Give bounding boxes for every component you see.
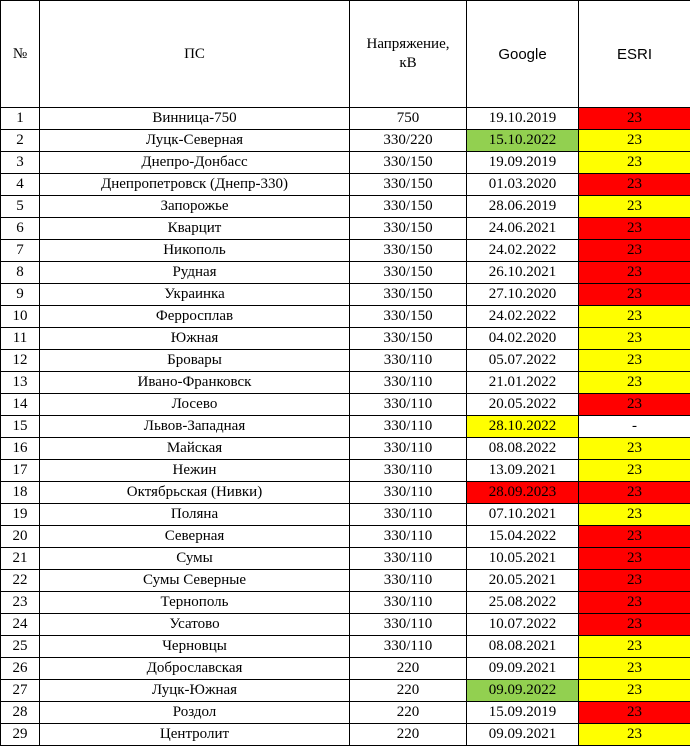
cell-esri: 23 xyxy=(579,636,690,658)
cell-ps: Бровары xyxy=(40,350,350,372)
cell-voltage: 330/150 xyxy=(350,328,467,350)
table-row xyxy=(1,174,690,196)
cell-voltage: 330/110 xyxy=(350,526,467,548)
cell-ps: Рудная xyxy=(40,262,350,284)
cell-num: 26 xyxy=(1,658,40,680)
table-row xyxy=(1,284,690,306)
header-voltage-line1: Напряжение, xyxy=(366,36,450,52)
cell-voltage: 330/110 xyxy=(350,372,467,394)
header-google: Google xyxy=(467,1,579,108)
table-row xyxy=(1,196,690,218)
cell-google: 15.04.2022 xyxy=(467,526,579,548)
cell-num: 7 xyxy=(1,240,40,262)
cell-voltage: 220 xyxy=(350,680,467,702)
cell-voltage: 330/150 xyxy=(350,196,467,218)
table-row xyxy=(1,526,690,548)
table-row xyxy=(1,240,690,262)
table-row xyxy=(1,702,690,724)
cell-google: 20.05.2021 xyxy=(467,570,579,592)
header-voltage xyxy=(350,1,467,108)
header-esri: ESRI xyxy=(579,1,690,108)
cell-num: 17 xyxy=(1,460,40,482)
cell-voltage: 330/150 xyxy=(350,152,467,174)
table-row xyxy=(1,262,690,284)
cell-ps: Доброславская xyxy=(40,658,350,680)
table-row xyxy=(1,350,690,372)
cell-ps: Роздол xyxy=(40,702,350,724)
cell-voltage: 330/150 xyxy=(350,262,467,284)
table-row xyxy=(1,372,690,394)
cell-voltage: 330/110 xyxy=(350,504,467,526)
cell-num: 2 xyxy=(1,130,40,152)
cell-esri: 23 xyxy=(579,702,690,724)
cell-esri: 23 xyxy=(579,372,690,394)
cell-google: 27.10.2020 xyxy=(467,284,579,306)
cell-esri: 23 xyxy=(579,504,690,526)
cell-esri: 23 xyxy=(579,262,690,284)
table-row xyxy=(1,152,690,174)
cell-google: 09.09.2021 xyxy=(467,724,579,746)
header-voltage-line2: кВ xyxy=(399,55,417,71)
cell-num: 22 xyxy=(1,570,40,592)
cell-voltage: 750 xyxy=(350,108,467,130)
table-row xyxy=(1,570,690,592)
cell-esri: 23 xyxy=(579,196,690,218)
table-row xyxy=(1,416,690,438)
cell-voltage: 330/110 xyxy=(350,614,467,636)
cell-google: 08.08.2022 xyxy=(467,438,579,460)
table-row xyxy=(1,724,690,746)
table-row xyxy=(1,482,690,504)
cell-ps: Украинка xyxy=(40,284,350,306)
cell-esri: 23 xyxy=(579,284,690,306)
cell-voltage: 330/110 xyxy=(350,548,467,570)
header-num: № xyxy=(1,1,40,108)
table-row xyxy=(1,394,690,416)
cell-num: 29 xyxy=(1,724,40,746)
cell-ps: Луцк-Северная xyxy=(40,130,350,152)
cell-ps: Черновцы xyxy=(40,636,350,658)
cell-google: 24.06.2021 xyxy=(467,218,579,240)
table-row xyxy=(1,108,690,130)
cell-num: 13 xyxy=(1,372,40,394)
cell-ps: Тернополь xyxy=(40,592,350,614)
cell-ps: Винница-750 xyxy=(40,108,350,130)
cell-google: 09.09.2021 xyxy=(467,658,579,680)
cell-num: 11 xyxy=(1,328,40,350)
cell-num: 1 xyxy=(1,108,40,130)
cell-google: 26.10.2021 xyxy=(467,262,579,284)
cell-esri: 23 xyxy=(579,350,690,372)
cell-voltage: 330/150 xyxy=(350,306,467,328)
cell-ps: Октябрьская (Нивки) xyxy=(40,482,350,504)
cell-ps: Днепропетровск (Днепр-330) xyxy=(40,174,350,196)
cell-num: 12 xyxy=(1,350,40,372)
cell-google: 28.06.2019 xyxy=(467,196,579,218)
cell-ps: Поляна xyxy=(40,504,350,526)
header-ps: ПС xyxy=(40,1,350,108)
cell-google: 25.08.2022 xyxy=(467,592,579,614)
cell-num: 4 xyxy=(1,174,40,196)
cell-ps: Лосево xyxy=(40,394,350,416)
cell-esri: 23 xyxy=(579,614,690,636)
cell-esri: 23 xyxy=(579,526,690,548)
cell-google: 01.03.2020 xyxy=(467,174,579,196)
cell-num: 5 xyxy=(1,196,40,218)
table-row xyxy=(1,218,690,240)
cell-num: 14 xyxy=(1,394,40,416)
cell-num: 9 xyxy=(1,284,40,306)
cell-voltage: 330/110 xyxy=(350,438,467,460)
cell-num: 15 xyxy=(1,416,40,438)
cell-esri: 23 xyxy=(579,218,690,240)
cell-esri: - xyxy=(579,416,690,438)
cell-ps: Луцк-Южная xyxy=(40,680,350,702)
cell-ps: Сумы Северные xyxy=(40,570,350,592)
header-row xyxy=(1,1,690,108)
cell-num: 18 xyxy=(1,482,40,504)
table-row xyxy=(1,328,690,350)
table-row xyxy=(1,130,690,152)
cell-num: 25 xyxy=(1,636,40,658)
cell-ps: Усатово xyxy=(40,614,350,636)
cell-voltage: 330/110 xyxy=(350,416,467,438)
cell-voltage: 220 xyxy=(350,658,467,680)
cell-num: 16 xyxy=(1,438,40,460)
cell-esri: 23 xyxy=(579,152,690,174)
cell-voltage: 330/110 xyxy=(350,394,467,416)
cell-esri: 23 xyxy=(579,394,690,416)
cell-voltage: 330/110 xyxy=(350,482,467,504)
table-row xyxy=(1,504,690,526)
cell-ps: Ферросплав xyxy=(40,306,350,328)
cell-esri: 23 xyxy=(579,592,690,614)
table-row xyxy=(1,438,690,460)
cell-ps: Южная xyxy=(40,328,350,350)
table-row xyxy=(1,306,690,328)
cell-google: 09.09.2022 xyxy=(467,680,579,702)
cell-num: 24 xyxy=(1,614,40,636)
cell-voltage: 330/110 xyxy=(350,350,467,372)
cell-esri: 23 xyxy=(579,570,690,592)
cell-voltage: 330/110 xyxy=(350,592,467,614)
cell-num: 19 xyxy=(1,504,40,526)
cell-voltage: 330/150 xyxy=(350,174,467,196)
cell-google: 24.02.2022 xyxy=(467,240,579,262)
cell-num: 10 xyxy=(1,306,40,328)
cell-voltage: 330/150 xyxy=(350,218,467,240)
cell-esri: 23 xyxy=(579,548,690,570)
cell-ps: Никополь xyxy=(40,240,350,262)
cell-num: 23 xyxy=(1,592,40,614)
cell-esri: 23 xyxy=(579,460,690,482)
cell-voltage: 330/110 xyxy=(350,570,467,592)
table-row xyxy=(1,658,690,680)
cell-google: 28.09.2023 xyxy=(467,482,579,504)
cell-google: 28.10.2022 xyxy=(467,416,579,438)
cell-ps: Кварцит xyxy=(40,218,350,240)
cell-google: 15.09.2019 xyxy=(467,702,579,724)
cell-google: 05.07.2022 xyxy=(467,350,579,372)
cell-voltage: 330/150 xyxy=(350,240,467,262)
cell-num: 6 xyxy=(1,218,40,240)
cell-google: 19.10.2019 xyxy=(467,108,579,130)
cell-esri: 23 xyxy=(579,658,690,680)
cell-esri: 23 xyxy=(579,438,690,460)
cell-voltage: 220 xyxy=(350,724,467,746)
table-row xyxy=(1,460,690,482)
cell-google: 04.02.2020 xyxy=(467,328,579,350)
cell-voltage: 330/110 xyxy=(350,460,467,482)
table-row xyxy=(1,614,690,636)
table-row xyxy=(1,636,690,658)
cell-esri: 23 xyxy=(579,174,690,196)
cell-google: 13.09.2021 xyxy=(467,460,579,482)
cell-esri: 23 xyxy=(579,328,690,350)
cell-google: 24.02.2022 xyxy=(467,306,579,328)
cell-ps: Центролит xyxy=(40,724,350,746)
cell-voltage: 220 xyxy=(350,702,467,724)
cell-google: 07.10.2021 xyxy=(467,504,579,526)
cell-ps: Львов-Западная xyxy=(40,416,350,438)
cell-ps: Северная xyxy=(40,526,350,548)
cell-esri: 23 xyxy=(579,130,690,152)
cell-num: 3 xyxy=(1,152,40,174)
cell-ps: Майская xyxy=(40,438,350,460)
cell-ps: Днепро-Донбасс xyxy=(40,152,350,174)
cell-esri: 23 xyxy=(579,108,690,130)
cell-ps: Нежин xyxy=(40,460,350,482)
cell-ps: Сумы xyxy=(40,548,350,570)
table-row xyxy=(1,680,690,702)
cell-google: 10.05.2021 xyxy=(467,548,579,570)
cell-google: 08.08.2021 xyxy=(467,636,579,658)
cell-num: 28 xyxy=(1,702,40,724)
cell-num: 8 xyxy=(1,262,40,284)
cell-num: 21 xyxy=(1,548,40,570)
cell-esri: 23 xyxy=(579,306,690,328)
cell-google: 20.05.2022 xyxy=(467,394,579,416)
cell-google: 21.01.2022 xyxy=(467,372,579,394)
cell-esri: 23 xyxy=(579,240,690,262)
cell-esri: 23 xyxy=(579,724,690,746)
cell-voltage: 330/150 xyxy=(350,284,467,306)
cell-esri: 23 xyxy=(579,680,690,702)
cell-num: 27 xyxy=(1,680,40,702)
table-body xyxy=(1,108,690,746)
cell-google: 19.09.2019 xyxy=(467,152,579,174)
cell-voltage: 330/220 xyxy=(350,130,467,152)
cell-esri: 23 xyxy=(579,482,690,504)
cell-google: 10.07.2022 xyxy=(467,614,579,636)
cell-ps: Запорожье xyxy=(40,196,350,218)
table-row xyxy=(1,592,690,614)
cell-num: 20 xyxy=(1,526,40,548)
cell-ps: Ивано-Франковск xyxy=(40,372,350,394)
cell-google: 15.10.2022 xyxy=(467,130,579,152)
table-row xyxy=(1,548,690,570)
cell-voltage: 330/110 xyxy=(350,636,467,658)
